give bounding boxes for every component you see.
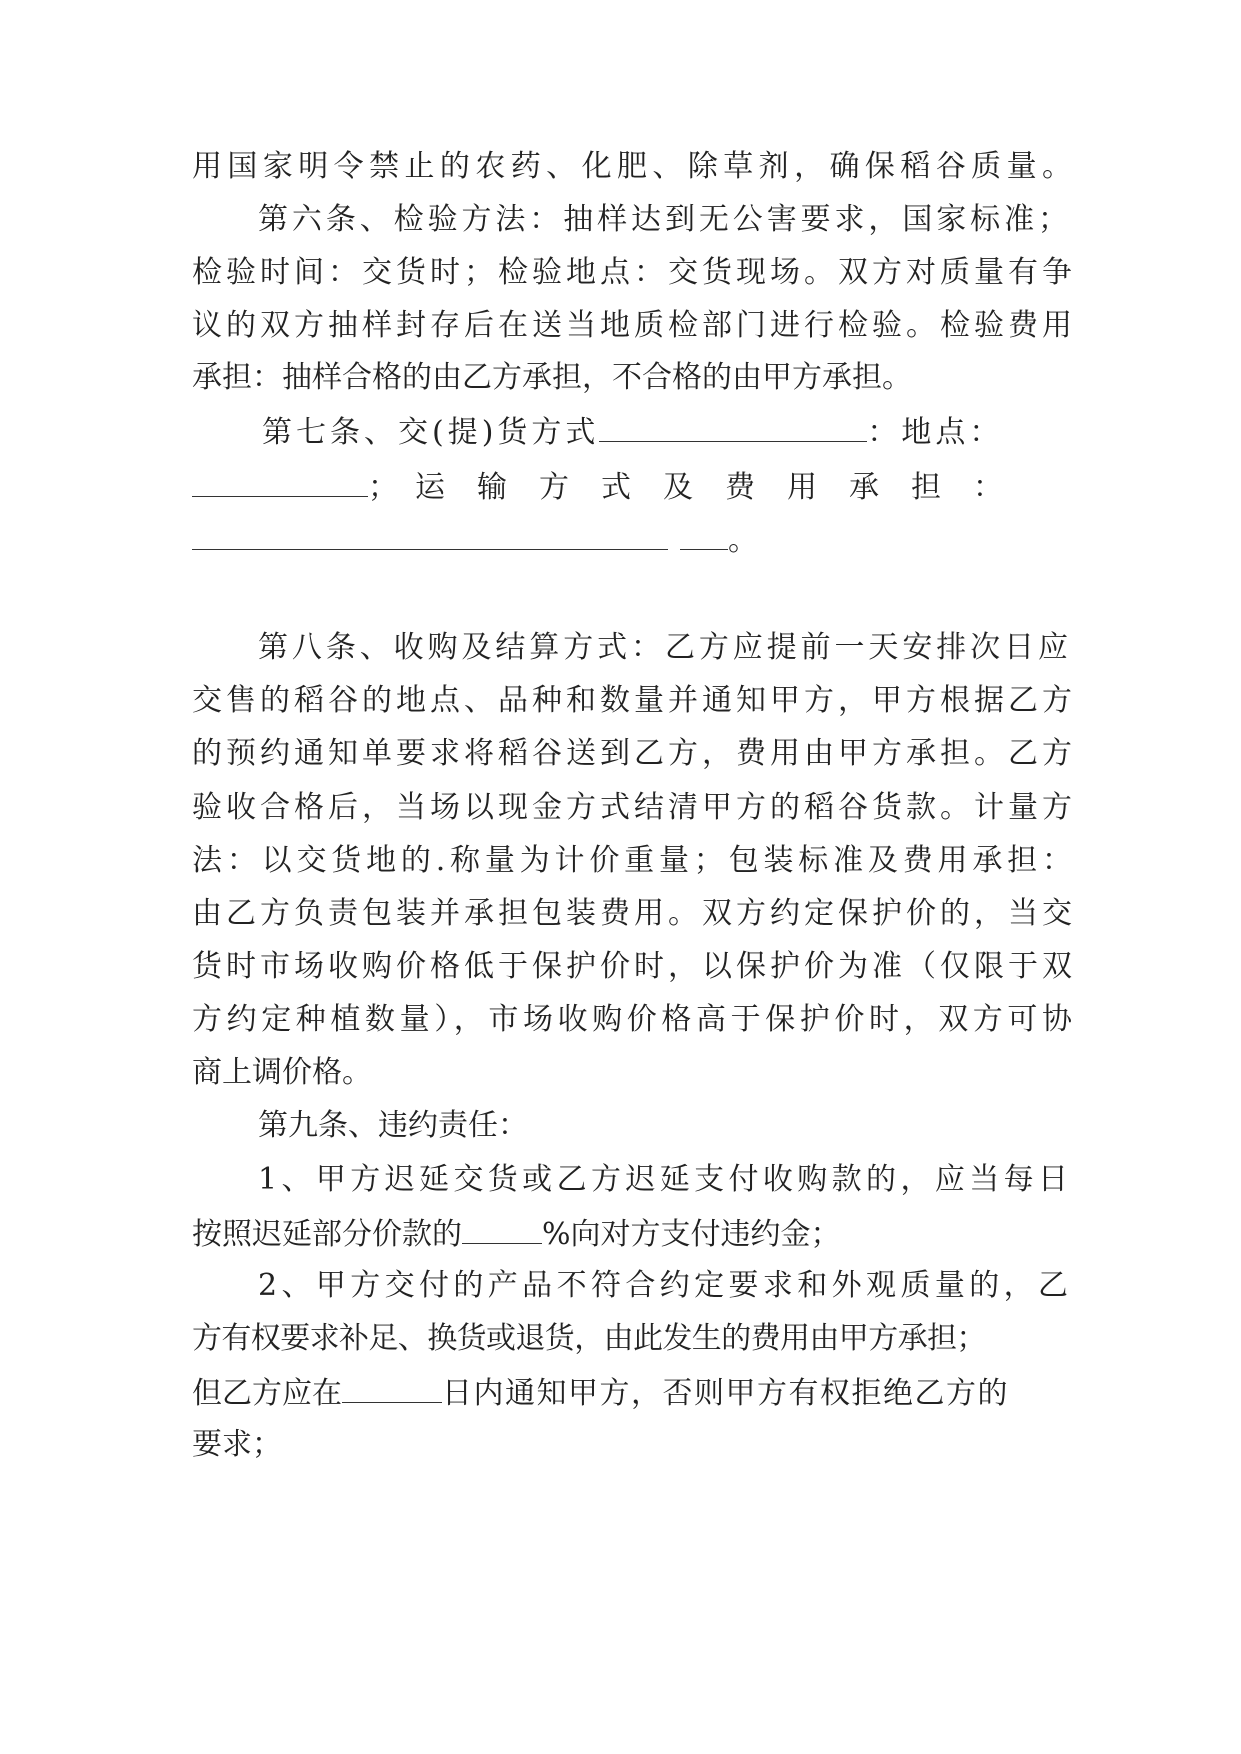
clause-9-heading [258, 1106, 1068, 1146]
text-line [192, 306, 1072, 346]
line-text: 但乙方应在 [192, 1376, 342, 1411]
line-text: 第七条、交(提)货方式 [262, 415, 600, 450]
line-text: 方约定种植数量），市场收购价格高于保护价时，双方可协 [192, 1002, 1072, 1037]
line-text: 由乙方负责包装并承担包装费用。双方约定保护价的，当交 [192, 896, 1072, 931]
line-text: 方有权要求补足、换货或退货，由此发生的费用由甲方承担； [192, 1321, 986, 1356]
line-text: 商上调价格。 [192, 1055, 372, 1090]
fill-blank-notice-days[interactable] [342, 1372, 442, 1403]
fill-blank-transport-cost-end[interactable] [680, 519, 728, 550]
text-line [192, 841, 1072, 881]
line-text: 的预约通知单要求将稻谷送到乙方，费用由甲方承担。乙方 [192, 736, 1072, 771]
fill-blank-location[interactable] [192, 466, 368, 497]
fill-blank-penalty-rate[interactable] [462, 1213, 542, 1244]
text-line [192, 1000, 1072, 1040]
text-line [192, 1319, 1072, 1359]
text-line [192, 253, 1072, 293]
line-text: 验收合格后，当场以现金方式结清甲方的稻谷货款。计量方 [192, 790, 1072, 825]
text-line [192, 681, 1072, 721]
text-line [192, 519, 1072, 559]
text-line [192, 1053, 1072, 1093]
liability-item-1 [258, 1160, 1068, 1200]
line-text: 第六条、检验方法：抽样达到无公害要求，国家标准； [258, 202, 1068, 237]
line-text: 第九条、违约责任： [258, 1108, 528, 1143]
text-line [192, 947, 1072, 987]
text-line [192, 1213, 1072, 1253]
clause-7-heading [262, 411, 1072, 451]
line-text: 交售的稻谷的地点、品种和数量并通知甲方，甲方根据乙方 [192, 683, 1072, 718]
line-text: 货时市场收购价格低于保护价时，以保护价为准（仅限于双 [192, 949, 1072, 984]
line-text: ：地点： [867, 415, 1004, 450]
liability-item-2 [258, 1266, 1068, 1306]
line-text: 1、甲方迟延交货或乙方迟延支付收购款的，应当每日 [258, 1162, 1068, 1197]
text-line [192, 358, 1072, 398]
line-text: 按照迟延部分价款的 [192, 1217, 462, 1252]
line-text: 。 [728, 523, 758, 558]
line-text: 2、甲方交付的产品不符合约定要求和外观质量的，乙 [258, 1268, 1068, 1303]
text-line [192, 788, 1072, 828]
line-text: 要求； [192, 1427, 282, 1462]
line-text: 日内通知甲方，否则甲方有权拒绝乙方的 [442, 1376, 1009, 1411]
line-text: 承担：抽样合格的由乙方承担，不合格的由甲方承担。 [192, 360, 912, 395]
line-text: 第八条、收购及结算方式：乙方应提前一天安排次日应 [258, 630, 1068, 665]
text-line [192, 1425, 1072, 1465]
line-text: 用国家明令禁止的农药、化肥、除草剂，确保稻谷质量。 [192, 149, 1072, 184]
line-text: 法：以交货地的.称量为计价重量；包装标准及费用承担： [192, 843, 1072, 878]
text-line [192, 147, 1072, 187]
line-text: 检验时间：交货时；检验地点：交货现场。双方对质量有争 [192, 255, 1072, 290]
line-text: 议的双方抽样封存后在送当地质检部门进行检验。检验费用 [192, 308, 1072, 343]
clause-6-heading [258, 200, 1068, 240]
fill-blank-delivery-method[interactable] [599, 411, 867, 442]
line-text: %向对方支付违约金； [542, 1217, 841, 1252]
clause-8-heading [258, 628, 1068, 668]
text-line [192, 894, 1072, 934]
text-line [192, 466, 1072, 506]
text-line [192, 734, 1072, 774]
fill-blank-transport-cost[interactable] [192, 519, 668, 550]
line-text: ； 运 输 方 式 及 费 用 承 担 ： [368, 470, 1004, 505]
text-line [192, 1372, 1072, 1412]
